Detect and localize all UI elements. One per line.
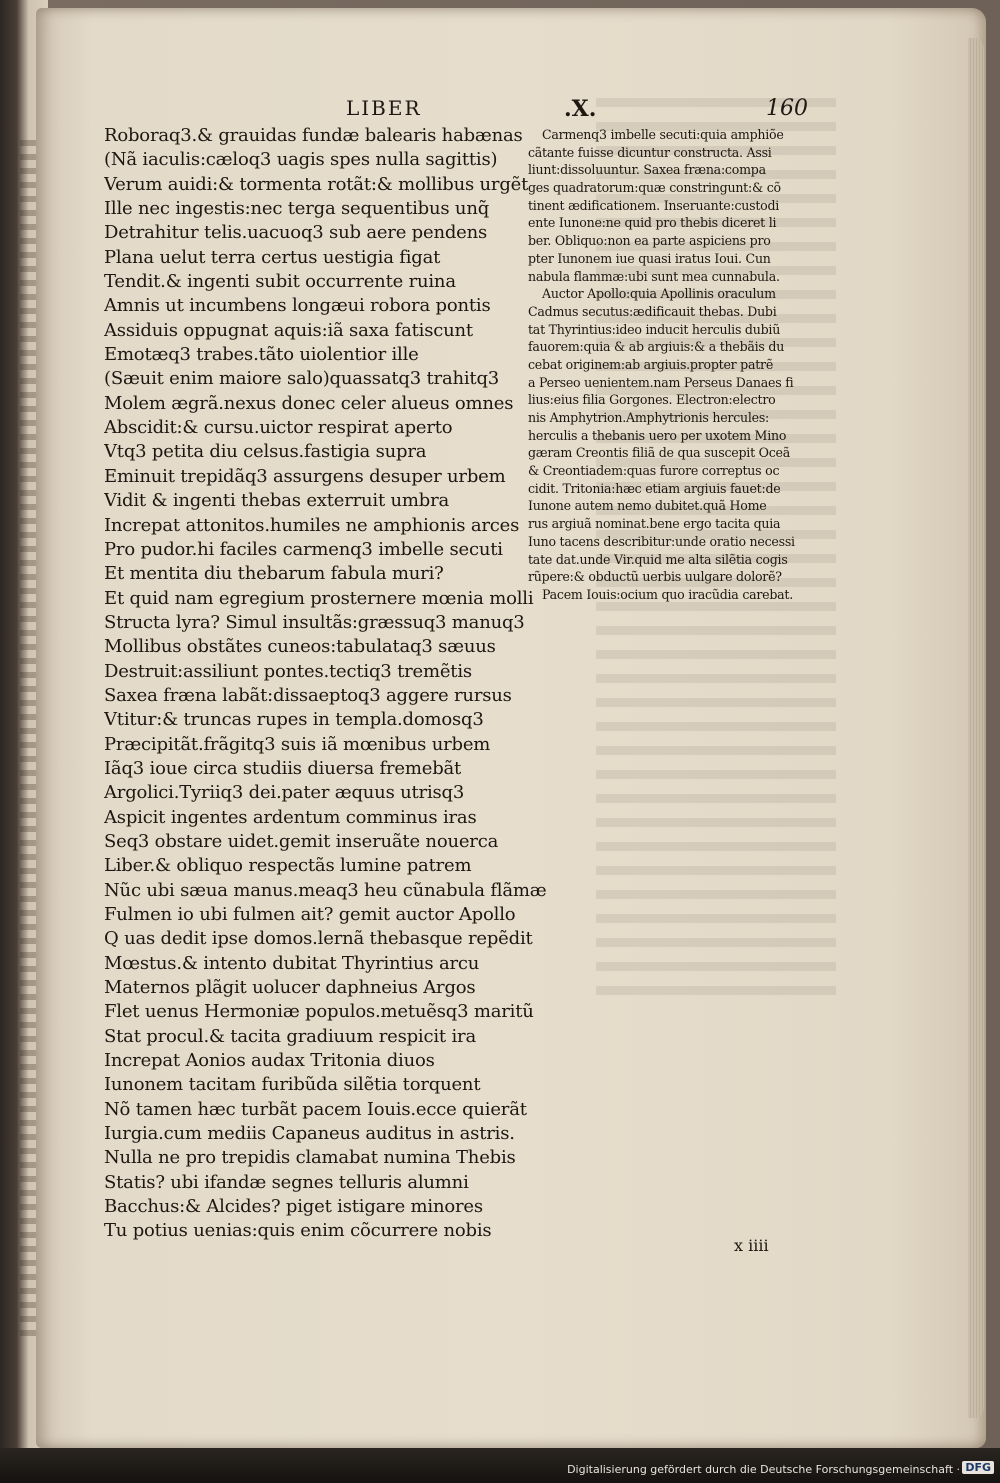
commentary-line: liunt:dissoluuntur. Saxea fræna:compa bbox=[528, 162, 766, 178]
verse-line: Flet uenus Hermoniæ populos.metuẽsq3 maritũ bbox=[104, 1001, 534, 1023]
commentary-line: Iunone autem nemo dubitet.quã Home bbox=[528, 498, 767, 514]
verse-line: (Nã iaculis:cæloq3 uagis spes nulla sagittis) bbox=[104, 149, 498, 171]
verse-line: (Sæuit enim maiore salo)quassatq3 trahitq3 bbox=[104, 368, 500, 390]
commentary-line: tate dat.unde Vir.quid me alta silẽtia cogis bbox=[528, 551, 788, 567]
commentary-line: lius:eius filia Gorgones. Electron:electro bbox=[528, 392, 776, 408]
commentary-line: fauorem:quia & ab argiuis:& a thebãis du bbox=[528, 339, 785, 355]
verse-line: Abscidit:& cursu.uictor respirat aperto bbox=[104, 417, 453, 439]
verse-line: Iunonem tacitam furibũda silẽtia torquent bbox=[104, 1074, 481, 1096]
commentary-line: a Perseo uenientem.nam Perseus Danaes fi bbox=[528, 374, 794, 390]
verse-line: Et mentita diu thebarum fabula muri? bbox=[104, 563, 444, 585]
verse-line: Plana uelut terra certus uestigia figat bbox=[104, 246, 441, 268]
verse-line: Vtitur:& truncas rupes in templa.domosq3 bbox=[104, 709, 484, 731]
commentary-line: Pacem Iouis:ocium quo iracũdia carebat. bbox=[542, 586, 793, 602]
commentary-line: Iuno tacens describitur:unde oratio necessi bbox=[528, 533, 795, 549]
verse-line: Amnis ut incumbens longæui robora pontis bbox=[104, 295, 491, 317]
verse-line: Aspicit ingentes ardentum comminus iras bbox=[104, 806, 477, 828]
folio-number: 160 bbox=[766, 96, 808, 121]
commentary-line: cidit. Tritonia:hæc etiam argiuis fauet:de bbox=[528, 480, 781, 496]
commentary-line: ges quadratorum:quæ constringunt:& cõ bbox=[528, 180, 781, 196]
verse-line: Nulla ne pro trepidis clamabat numina Thebis bbox=[104, 1147, 516, 1169]
verse-line: Vtq3 petita diu celsus.fastigia supra bbox=[104, 441, 427, 463]
verse-line: Iurgia.cum mediis Capaneus auditus in astris. bbox=[104, 1123, 515, 1145]
verse-line: Assiduis oppugnat aquis:iã saxa fatiscunt bbox=[104, 319, 473, 341]
commentary-line: tat Thyrintius:ideo inducit herculis dubiũ bbox=[528, 321, 781, 337]
commentary-line: rũpere:& obductũ uerbis uulgare dolorẽ? bbox=[528, 569, 782, 585]
book-number: .X. bbox=[564, 96, 597, 122]
commentary-line: nis Amphytrion.Amphytrionis hercules: bbox=[528, 410, 770, 425]
verse-line: Molem ægrã.nexus donec celer alueus omnes bbox=[104, 392, 514, 414]
signature-mark: x iiii bbox=[734, 1236, 769, 1255]
verse-line: Increpat attonitos.humiles ne amphionis arces bbox=[104, 514, 520, 536]
commentary-line: & Creontiadem:quas furore correptus oc bbox=[528, 463, 780, 479]
verse-line: Ille nec ingestis:nec terga sequentibus unq̃ bbox=[104, 198, 490, 220]
verse-line: Bacchus:& Alcides? piget istigare minores bbox=[104, 1196, 483, 1218]
verse-line: Saxea fræna labãt:dissaeptoq3 aggere rursus bbox=[104, 684, 512, 706]
verse-text-column bbox=[104, 124, 550, 1244]
commentary-line: rus argiuã nominat.bene ergo tacita quia bbox=[528, 516, 781, 532]
verse-line: Liber.& obliquo respectãs lumine patrem bbox=[104, 855, 472, 877]
verse-line: Nõ tamen hæc turbãt pacem Iouis.ecce quierãt bbox=[104, 1098, 527, 1120]
commentary-line: ente Iunone:ne quid pro thebis diceret li bbox=[528, 215, 777, 231]
commentary-column bbox=[528, 126, 826, 604]
funding-credit: Digitalisierung gefördert durch die Deutsche Forschungsgemeinschaft · bbox=[567, 1463, 960, 1476]
commentary-line: Auctor Apollo:quia Apollinis oraculum bbox=[542, 286, 776, 302]
verse-line: Præcipitãt.frãgitq3 suis iã mœnibus urbem bbox=[104, 733, 491, 755]
commentary-line: ber. Obliquo:non ea parte aspiciens pro bbox=[528, 233, 771, 249]
verse-line: Statis? ubi ifandæ segnes telluris alumni bbox=[104, 1171, 469, 1193]
verse-line: Tendit.& ingenti subit occurrente ruina bbox=[104, 271, 456, 293]
verse-line: Roboraq3.& grauidas fundæ balearis habænas bbox=[104, 125, 523, 146]
book-page bbox=[36, 8, 986, 1448]
verse-line: Stat procul.& tacita gradiuum respicit ira bbox=[104, 1025, 476, 1047]
verse-line: Structa lyra? Simul insultãs:græssuq3 manuq3 bbox=[104, 611, 525, 633]
verse-line: Iãq3 ioue circa studiis diuersa fremebãt bbox=[104, 757, 462, 779]
verse-line: Destruit:assiliunt pontes.tectiq3 tremẽtis bbox=[104, 660, 472, 682]
commentary-line: gæram Creontis filiã de qua suscepit Oceã bbox=[528, 445, 790, 461]
verse-line: Eminuit trepidãq3 assurgens desuper urbem bbox=[104, 465, 506, 487]
running-title: LIBER bbox=[346, 96, 422, 120]
verse-line: Argolici.Tyriiq3 dei.pater æquus utrisq3 bbox=[104, 782, 465, 804]
running-header bbox=[36, 96, 986, 126]
page-edges bbox=[968, 38, 984, 1418]
verse-line: Maternos plãgit uolucer daphneius Argos bbox=[104, 977, 476, 999]
commentary-line: cebat originem:ab argiuis.propter patrẽ bbox=[528, 356, 774, 372]
verse-line: Verum auidi:& tormenta rotãt:& mollibus urgẽt bbox=[104, 173, 529, 195]
verse-line: Detrahitur telis.uacuoq3 sub aere pendens bbox=[104, 222, 488, 244]
commentary-line: Carmenq3 imbelle secuti:quia amphiõe bbox=[542, 127, 784, 142]
commentary-line: pter Iunonem iue quasi iratus Ioui. Cun bbox=[528, 250, 771, 266]
verse-line: Emotæq3 trabes.tãto uiolentior ille bbox=[104, 344, 419, 366]
verse-line: Pro pudor.hi faciles carmenq3 imbelle secuti bbox=[104, 538, 503, 560]
verse-line: Seq3 obstare uidet.gemit inseruãte nouerca bbox=[104, 830, 499, 852]
verse-line: Mœstus.& intento dubitat Thyrintius arcu bbox=[104, 952, 480, 974]
dfg-logo: DFG bbox=[962, 1461, 994, 1474]
verse-line: Vidit & ingenti thebas exterruit umbra bbox=[104, 490, 450, 512]
verse-line: Nũc ubi sæua manus.meaq3 heu cũnabula flãmæ bbox=[104, 879, 547, 901]
commentary-line: herculis a thebanis uero per uxotem Mino bbox=[528, 427, 787, 443]
verse-line: Tu potius uenias:quis enim cõcurrere nobis bbox=[104, 1220, 492, 1242]
commentary-line: tinent ædificationem. Inseruante:custodi bbox=[528, 197, 780, 213]
commentary-line: nabula flammæ:ubi sunt mea cunnabula. bbox=[528, 268, 780, 284]
verse-line: Q uas dedit ipse domos.lernã thebasque repẽdit bbox=[104, 928, 533, 950]
commentary-line: Cadmus secutus:ædificauit thebas. Dubi bbox=[528, 303, 777, 319]
commentary-line: cãtante fuisse dicuntur constructa. Assi bbox=[528, 144, 772, 160]
verse-line: Et quid nam egregium prosternere mœnia molli bbox=[104, 587, 534, 609]
verse-line: Mollibus obstãtes cuneos:tabulataq3 sæuus bbox=[104, 636, 496, 658]
verse-line: Fulmen io ubi fulmen ait? gemit auctor Apollo bbox=[104, 904, 516, 925]
verse-line: Increpat Aonios audax Tritonia diuos bbox=[104, 1050, 435, 1072]
